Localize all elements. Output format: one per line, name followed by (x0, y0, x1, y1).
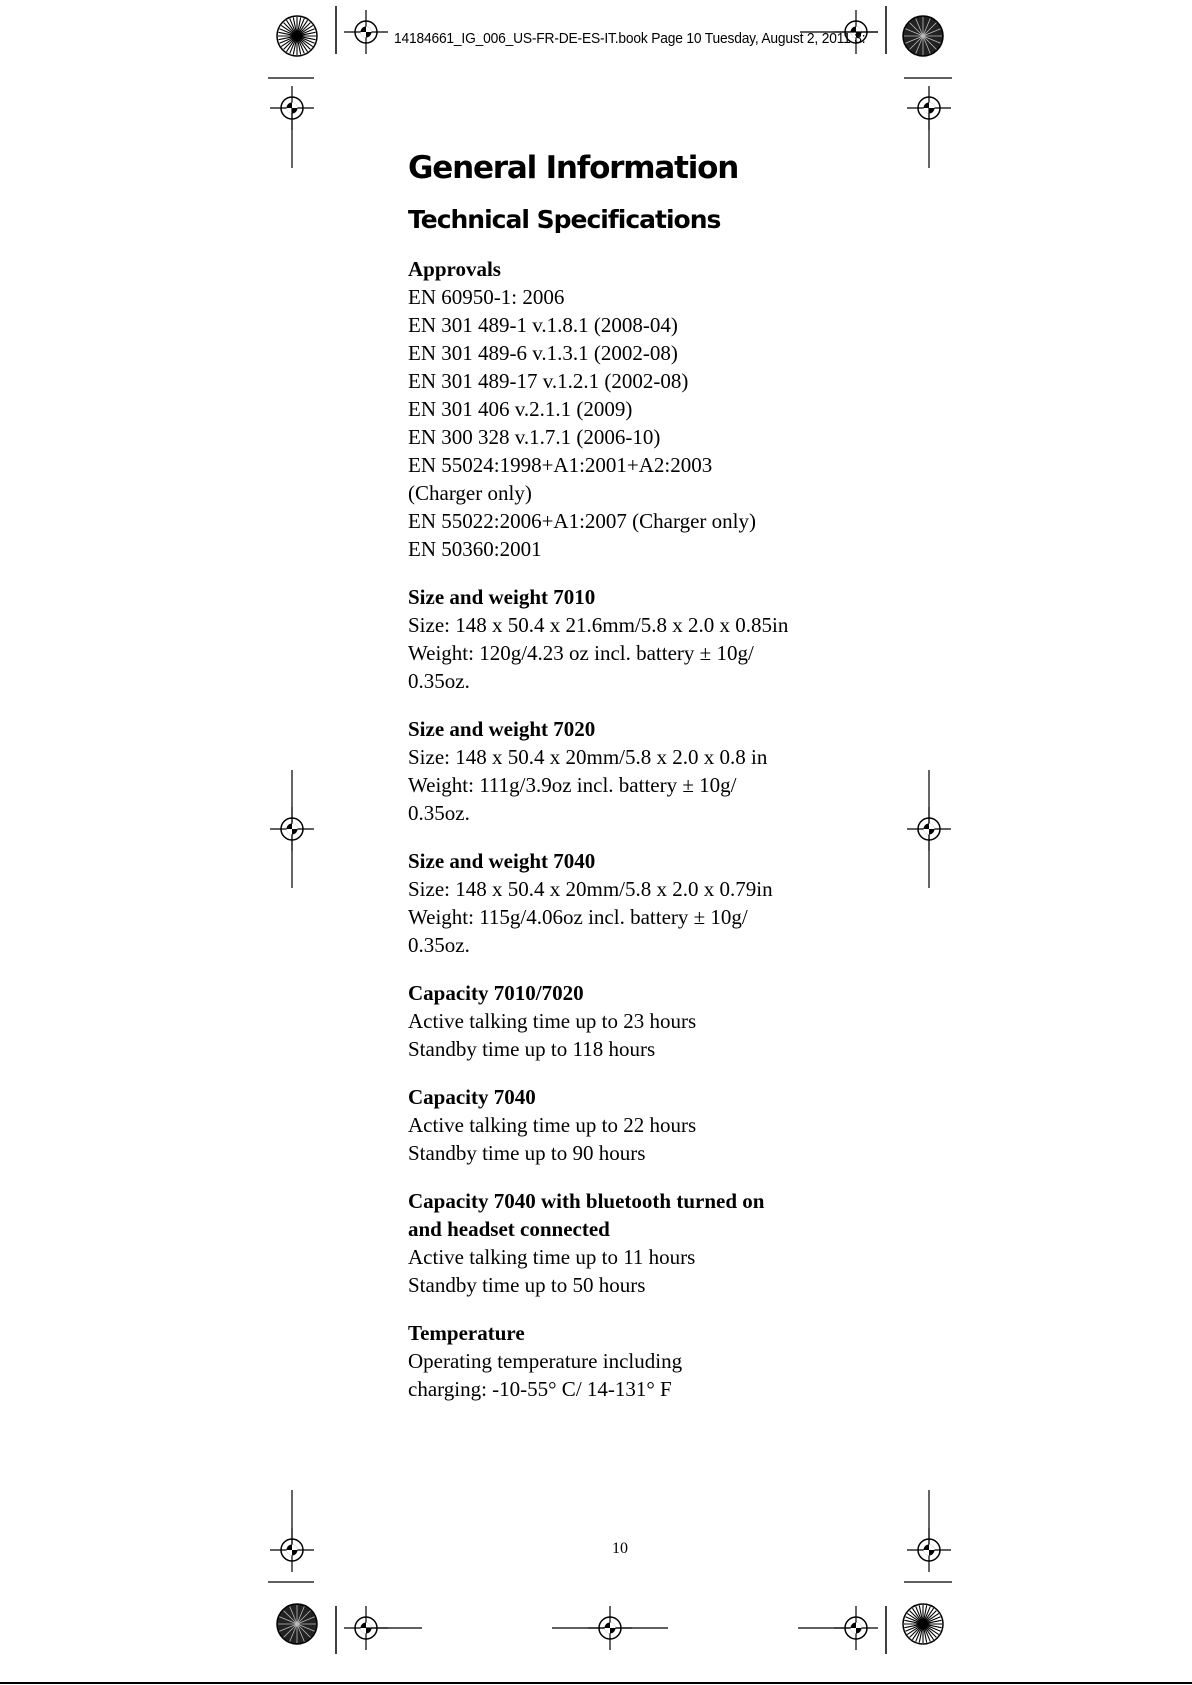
spec-line: EN 301 489-1 v.1.8.1 (2008-04) (408, 313, 678, 338)
spec-line: EN 301 489-6 v.1.3.1 (2002-08) (408, 341, 678, 366)
spec-line: Active talking time up to 22 hours (408, 1113, 697, 1138)
spec-heading: Size and weight 7040 (408, 849, 596, 874)
page-title: General Information (408, 150, 739, 186)
spec-line: EN 50360:2001 (408, 537, 542, 562)
spec-line: Size: 148 x 50.4 x 21.6mm/5.8 x 2.0 x 0.85in (408, 613, 789, 638)
spec-line: Standby time up to 118 hours (408, 1037, 656, 1062)
spec-temperature (408, 1319, 828, 1403)
spec-line: Standby time up to 50 hours (408, 1273, 646, 1298)
spec-heading: Size and weight 7020 (408, 717, 596, 742)
spec-line: charging: -10-55° C/ 14-131° F (408, 1377, 672, 1402)
spec-capacity-7010-7020 (408, 979, 828, 1063)
spec-line: Weight: 115g/4.06oz incl. battery ± 10g/ (408, 905, 748, 930)
spec-line: (Charger only) (408, 481, 532, 506)
page-subtitle: Technical Specifications (408, 205, 721, 235)
spec-size-weight-7040 (408, 847, 828, 959)
spec-heading: Capacity 7040 with bluetooth turned on (408, 1189, 765, 1214)
spec-line: Size: 148 x 50.4 x 20mm/5.8 x 2.0 x 0.8 in (408, 745, 768, 770)
spec-approvals (408, 255, 828, 563)
spec-line: 0.35oz. (408, 669, 470, 694)
spec-capacity-7040-bluetooth (408, 1187, 828, 1299)
spec-heading: Capacity 7010/7020 (408, 981, 584, 1006)
spec-line: Operating temperature including (408, 1349, 683, 1374)
spec-heading: Temperature (408, 1321, 525, 1346)
spec-size-weight-7010 (408, 583, 828, 695)
spec-line: Active talking time up to 23 hours (408, 1009, 697, 1034)
spec-line: EN 55022:2006+A1:2007 (Charger only) (408, 509, 756, 534)
page-edge-rule (0, 1682, 1192, 1684)
page-content (408, 150, 828, 1423)
spec-line: Weight: 111g/3.9oz incl. battery ± 10g/ (408, 773, 737, 798)
spec-heading: Capacity 7040 (408, 1085, 536, 1110)
spec-heading: Size and weight 7010 (408, 585, 596, 610)
spec-line: EN 301 406 v.2.1.1 (2009) (408, 397, 633, 422)
print-slug-line: 14184661_IG_006_US-FR-DE-ES-IT.book Page 10 Tuesday, August 2, 2011 3: (394, 30, 866, 47)
spec-line: Size: 148 x 50.4 x 20mm/5.8 x 2.0 x 0.79in (408, 877, 773, 902)
spec-line: EN 300 328 v.1.7.1 (2006-10) (408, 425, 661, 450)
spec-line: 0.35oz. (408, 933, 470, 958)
spec-line: EN 301 489-17 v.1.2.1 (2002-08) (408, 369, 689, 394)
spec-line: Weight: 120g/4.23 oz incl. battery ± 10g/ (408, 641, 754, 666)
spec-capacity-7040 (408, 1083, 828, 1167)
spec-heading-continued: and headset connected (408, 1217, 610, 1242)
spec-heading: Approvals (408, 257, 501, 282)
spec-size-weight-7020 (408, 715, 828, 827)
spec-line: Active talking time up to 11 hours (408, 1245, 696, 1270)
spec-line: EN 60950-1: 2006 (408, 285, 565, 310)
spec-line: Standby time up to 90 hours (408, 1141, 646, 1166)
spec-line: 0.35oz. (408, 801, 470, 826)
spec-line: EN 55024:1998+A1:2001+A2:2003 (408, 453, 713, 478)
page-number: 10 (612, 1540, 628, 1557)
